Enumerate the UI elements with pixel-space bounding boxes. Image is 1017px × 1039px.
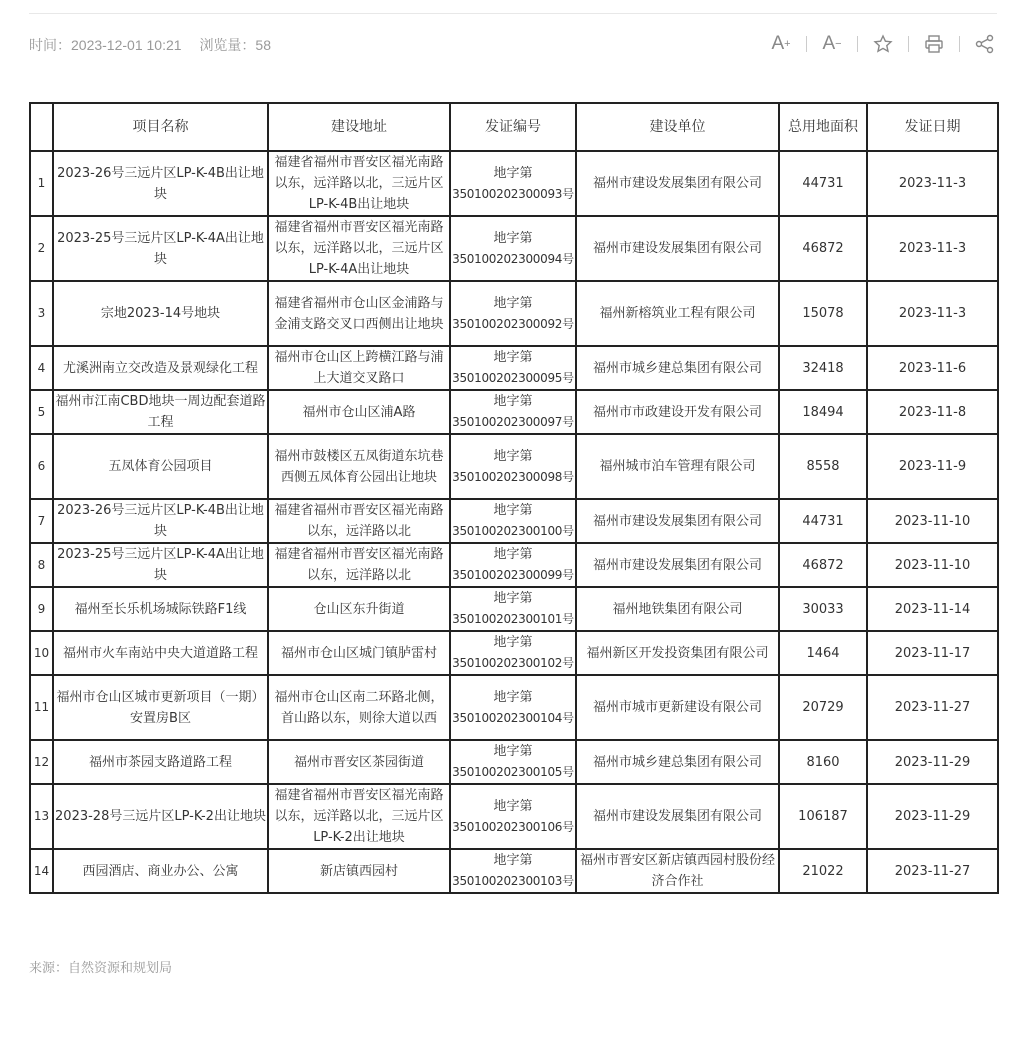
date-cell: 2023-11-3 [867, 151, 998, 216]
cert-prefix: 地字第 [493, 295, 533, 311]
cert-prefix: 地字第 [493, 853, 533, 868]
star-icon [873, 34, 893, 54]
project-name-cell: 西园酒店、商业办公、公寓 [53, 849, 268, 893]
project-name-cell: 福州市茶园支路道路工程 [53, 740, 268, 784]
builder-cell: 福州市建设发展集团有限公司 [576, 216, 779, 281]
builder-cell: 福州市城乡建总集团有限公司 [576, 740, 779, 784]
font-decrease-icon: A [822, 33, 836, 54]
toolbar-separator [857, 36, 858, 52]
favorite-button[interactable] [871, 32, 895, 56]
project-name-cell: 2023-28号三远片区LP-K-2出让地块 [53, 784, 268, 849]
cert-prefix: 地字第 [493, 547, 533, 562]
share-icon [975, 34, 995, 54]
cert-prefix: 地字第 [493, 503, 533, 518]
cert-number: 350100202300093号 [452, 186, 574, 201]
share-button[interactable] [973, 32, 997, 56]
cert-number: 350100202300098号 [452, 469, 574, 484]
header-address: 建设地址 [268, 103, 450, 151]
area-cell: 44731 [779, 151, 867, 216]
land-permit-table [29, 102, 999, 894]
cert-number-cell [450, 849, 576, 893]
address-cell: 福州市仓山区浦A路 [268, 390, 450, 434]
header-date: 发证日期 [867, 103, 998, 151]
builder-cell: 福州城市泊车管理有限公司 [576, 434, 779, 499]
project-name-cell: 2023-25号三远片区LP-K-4A出让地块 [53, 216, 268, 281]
address-cell: 福州市鼓楼区五凤街道东坑巷西侧五凤体育公园出让地块 [268, 434, 450, 499]
row-index: 2 [30, 216, 53, 281]
builder-cell: 福州市建设发展集团有限公司 [576, 543, 779, 587]
cert-prefix: 地字第 [493, 394, 533, 409]
date-cell: 2023-11-9 [867, 434, 998, 499]
cert-number-cell [450, 346, 576, 390]
address-cell: 福建省福州市仓山区金浦路与金浦支路交叉口西侧出让地块 [268, 281, 450, 346]
cert-prefix: 地字第 [493, 165, 533, 181]
row-index: 9 [30, 587, 53, 631]
cert-number-cell [450, 740, 576, 784]
row-index: 12 [30, 740, 53, 784]
address-cell: 福建省福州市晋安区福光南路以东，远洋路以北 [268, 543, 450, 587]
area-cell: 44731 [779, 499, 867, 543]
cert-prefix: 地字第 [493, 448, 533, 464]
area-cell: 18494 [779, 390, 867, 434]
date-cell: 2023-11-14 [867, 587, 998, 631]
cert-prefix: 地字第 [493, 350, 533, 365]
builder-cell: 福州市建设发展集团有限公司 [576, 499, 779, 543]
font-increase-icon: A [771, 33, 785, 54]
date-cell: 2023-11-29 [867, 784, 998, 849]
top-divider [29, 13, 997, 14]
table-row [30, 849, 998, 893]
source-label: 来源：自然资源和规划局 [29, 961, 173, 976]
area-cell: 15078 [779, 281, 867, 346]
table-row [30, 346, 998, 390]
date-cell: 2023-11-10 [867, 543, 998, 587]
area-cell: 46872 [779, 216, 867, 281]
builder-cell: 福州市建设发展集团有限公司 [576, 784, 779, 849]
cert-number-cell [450, 151, 576, 216]
date-cell: 2023-11-10 [867, 499, 998, 543]
table-row [30, 151, 998, 216]
cert-number: 350100202300105号 [452, 765, 574, 779]
area-cell: 21022 [779, 849, 867, 893]
area-cell: 30033 [779, 587, 867, 631]
toolbar-separator [959, 36, 960, 52]
project-name-cell: 宗地2023-14号地块 [53, 281, 268, 346]
article-meta [29, 35, 285, 55]
header-builder: 建设单位 [576, 103, 779, 151]
area-cell: 8160 [779, 740, 867, 784]
cert-number: 350100202300095号 [452, 371, 574, 385]
row-index: 4 [30, 346, 53, 390]
address-cell: 仓山区东升街道 [268, 587, 450, 631]
cert-number: 350100202300106号 [452, 819, 574, 834]
date-cell: 2023-11-8 [867, 390, 998, 434]
area-cell: 46872 [779, 543, 867, 587]
builder-cell: 福州新区开发投资集团有限公司 [576, 631, 779, 675]
date-cell: 2023-11-27 [867, 675, 998, 740]
builder-cell: 福州新榕筑业工程有限公司 [576, 281, 779, 346]
address-cell: 福建省福州市晋安区福光南路以东，远洋路以北，三远片区LP-K-2出让地块 [268, 784, 450, 849]
print-icon [924, 34, 944, 54]
date-cell: 2023-11-3 [867, 281, 998, 346]
view-count: 浏览量：58 [199, 37, 272, 53]
row-index: 10 [30, 631, 53, 675]
address-cell: 福州市仓山区南二环路北侧，首山路以东，则徐大道以西 [268, 675, 450, 740]
builder-cell: 福州市城市更新建设有限公司 [576, 675, 779, 740]
builder-cell: 福州市市政建设开发有限公司 [576, 390, 779, 434]
cert-number: 350100202300092号 [452, 316, 574, 331]
address-cell: 福建省福州市晋安区福光南路以东，远洋路以北，三远片区LP-K-4B出让地块 [268, 151, 450, 216]
cert-prefix: 地字第 [493, 744, 533, 759]
cert-number-cell [450, 434, 576, 499]
table-row [30, 499, 998, 543]
row-index: 3 [30, 281, 53, 346]
table-row [30, 543, 998, 587]
cert-number-cell [450, 281, 576, 346]
table-row [30, 587, 998, 631]
table-row [30, 434, 998, 499]
row-index: 5 [30, 390, 53, 434]
cert-number: 350100202300094号 [452, 251, 574, 266]
cert-number: 350100202300104号 [452, 710, 574, 725]
cert-number: 350100202300099号 [452, 568, 574, 582]
address-cell: 福州市仓山区上跨横江路与浦上大道交叉路口 [268, 346, 450, 390]
row-index: 7 [30, 499, 53, 543]
header-index [30, 103, 53, 151]
cert-number: 350100202300103号 [452, 874, 574, 888]
project-name-cell: 尤溪洲南立交改造及景观绿化工程 [53, 346, 268, 390]
table-header-row [30, 103, 998, 151]
cert-number: 350100202300100号 [452, 524, 574, 538]
date-cell: 2023-11-29 [867, 740, 998, 784]
builder-cell: 福州地铁集团有限公司 [576, 587, 779, 631]
area-cell: 1464 [779, 631, 867, 675]
row-index: 6 [30, 434, 53, 499]
header-area: 总用地面积 [779, 103, 867, 151]
table-row [30, 675, 998, 740]
project-name-cell: 五凤体育公园项目 [53, 434, 268, 499]
address-cell: 福州市晋安区茶园街道 [268, 740, 450, 784]
cert-number-cell [450, 543, 576, 587]
area-cell: 32418 [779, 346, 867, 390]
builder-cell: 福州市建设发展集团有限公司 [576, 151, 779, 216]
project-name-cell: 福州市仓山区城市更新项目（一期）安置房B区 [53, 675, 268, 740]
font-decrease-button[interactable]: A − [822, 33, 842, 54]
project-name-cell: 2023-26号三远片区LP-K-4B出让地块 [53, 499, 268, 543]
row-index: 13 [30, 784, 53, 849]
area-cell: 8558 [779, 434, 867, 499]
address-cell: 福州市仓山区城门镇胪雷村 [268, 631, 450, 675]
project-name-cell: 福州至长乐机场城际铁路F1线 [53, 587, 268, 631]
header-cert-number: 发证编号 [450, 103, 576, 151]
cert-prefix: 地字第 [493, 635, 533, 650]
table-row [30, 281, 998, 346]
cert-number-cell [450, 631, 576, 675]
cert-number-cell [450, 784, 576, 849]
cert-prefix: 地字第 [493, 230, 533, 246]
toolbar-separator [908, 36, 909, 52]
row-index: 14 [30, 849, 53, 893]
date-cell: 2023-11-6 [867, 346, 998, 390]
project-name-cell: 2023-25号三远片区LP-K-4A出让地块 [53, 543, 268, 587]
cert-prefix: 地字第 [493, 689, 533, 705]
print-button[interactable] [922, 32, 946, 56]
builder-cell: 福州市城乡建总集团有限公司 [576, 346, 779, 390]
cert-number-cell [450, 390, 576, 434]
font-increase-button[interactable]: A + [771, 33, 791, 54]
date-cell: 2023-11-3 [867, 216, 998, 281]
cert-number-cell [450, 587, 576, 631]
date-cell: 2023-11-17 [867, 631, 998, 675]
row-index: 1 [30, 151, 53, 216]
project-name-cell: 2023-26号三远片区LP-K-4B出让地块 [53, 151, 268, 216]
address-cell: 福建省福州市晋安区福光南路以东，远洋路以北 [268, 499, 450, 543]
row-index: 8 [30, 543, 53, 587]
header-project-name: 项目名称 [53, 103, 268, 151]
toolbar-separator [806, 36, 807, 52]
project-name-cell: 福州市火车南站中央大道道路工程 [53, 631, 268, 675]
table-row [30, 216, 998, 281]
cert-number-cell [450, 675, 576, 740]
cert-number: 350100202300102号 [452, 656, 574, 670]
builder-cell: 福州市晋安区新店镇西园村股份经济合作社 [576, 849, 779, 893]
row-index: 11 [30, 675, 53, 740]
table-row [30, 631, 998, 675]
area-cell: 20729 [779, 675, 867, 740]
publish-time: 时间：2023-12-01 10:21 [29, 37, 182, 53]
table-row [30, 390, 998, 434]
cert-number-cell [450, 499, 576, 543]
cert-number-cell [450, 216, 576, 281]
cert-prefix: 地字第 [493, 591, 533, 606]
cert-prefix: 地字第 [493, 798, 533, 814]
table-row [30, 740, 998, 784]
article-toolbar [769, 32, 997, 56]
address-cell: 福建省福州市晋安区福光南路以东，远洋路以北，三远片区LP-K-4A出让地块 [268, 216, 450, 281]
area-cell: 106187 [779, 784, 867, 849]
project-name-cell: 福州市江南CBD地块一周边配套道路工程 [53, 390, 268, 434]
address-cell: 新店镇西园村 [268, 849, 450, 893]
table-row [30, 784, 998, 849]
cert-number: 350100202300097号 [452, 415, 574, 429]
date-cell: 2023-11-27 [867, 849, 998, 893]
cert-number: 350100202300101号 [452, 612, 574, 626]
